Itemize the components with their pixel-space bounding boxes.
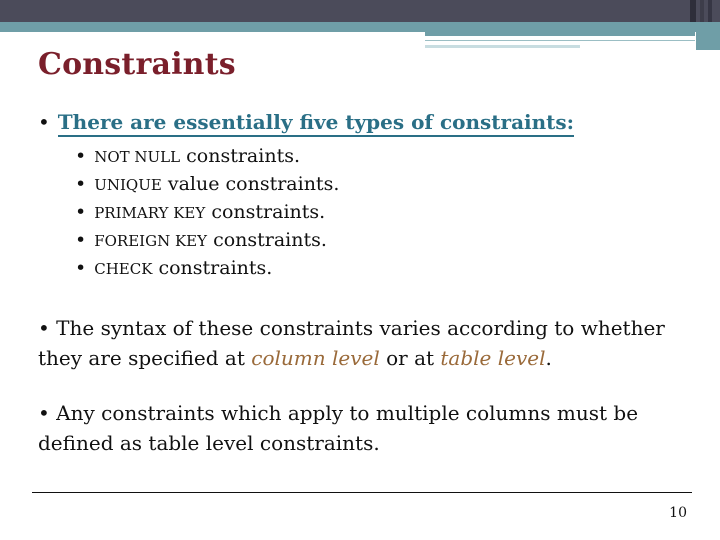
bullet: • [75,229,87,251]
list-item [75,142,339,170]
list-item [75,170,339,198]
bullet: • [38,316,50,340]
header-accent-fade [425,45,580,48]
syntax-paragraph [38,313,698,373]
bullet: • [75,201,87,223]
constraint-keyword: NOT NULL [94,148,181,166]
header-corner-block [708,0,712,22]
constraint-suffix: value constraints. [161,173,340,195]
table-level-term: table level [440,346,546,370]
bullet: • [75,173,87,195]
slide-title: Constraints [38,47,236,82]
multi-column-text: Any constraints which apply to multiple columns must be defined as table level constraints. [38,401,639,455]
multi-column-paragraph [38,398,698,458]
lead-paragraph [38,110,574,134]
constraint-types-list [75,142,339,282]
constraint-keyword: UNIQUE [94,176,162,194]
constraint-suffix: constraints. [207,229,327,251]
list-item [75,254,339,282]
syntax-text-end: . [545,346,552,370]
constraint-keyword: CHECK [94,260,153,278]
footer-divider [32,492,692,493]
constraint-keyword: FOREIGN KEY [94,232,208,250]
list-item [75,226,339,254]
header-corner-block [690,0,696,22]
list-item [75,198,339,226]
bullet: • [38,401,50,425]
constraint-suffix: constraints. [180,145,301,167]
header-accent-strip [425,32,695,36]
constraint-keyword: PRIMARY KEY [94,204,206,222]
syntax-text: The syntax of these constraints varies according to whether they are specified at [38,316,665,370]
header-corner-block [700,0,704,22]
bullet: • [75,145,87,167]
bullet: • [38,110,50,134]
header-corner-accent [696,22,720,50]
column-level-term: column level [251,346,380,370]
header-accent-line [425,40,695,41]
bullet: • [75,257,87,279]
constraint-suffix: constraints. [152,257,273,279]
constraint-suffix: constraints. [205,201,326,223]
lead-text: There are essentially five types of constraints: [58,110,574,137]
header-accent-bar [0,22,720,32]
page-number: 10 [669,505,687,521]
syntax-text-middle: or at [379,346,441,370]
header-band [0,0,720,22]
